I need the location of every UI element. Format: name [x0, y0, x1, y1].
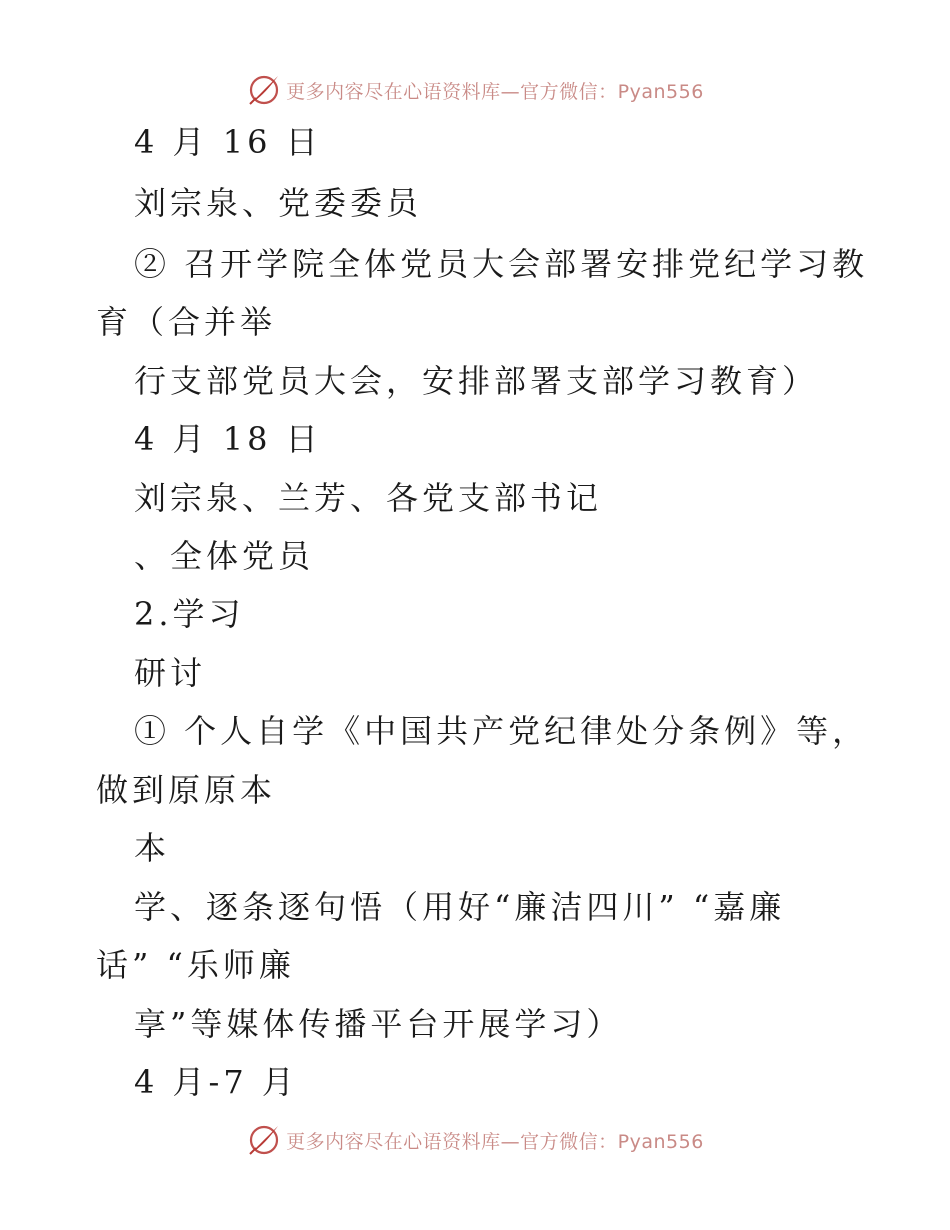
footer-watermark: [0, 1120, 950, 1160]
text-line: 本: [134, 829, 171, 867]
watermark-text: 更多内容尽在心语资料库—官方微信：Pyan556: [286, 80, 704, 103]
text-line: 学、逐条逐句悟（用好“廉洁四川” “嘉廉: [134, 888, 786, 926]
text-line: 4 月 18 日: [134, 420, 322, 458]
text-line: ② 召开学院全体党员大会部署安排党纪学习教: [134, 245, 869, 283]
text-line: 、全体党员: [134, 537, 315, 575]
text-line: 刘宗泉、兰芳、各党支部书记: [134, 479, 603, 517]
text-line: 话” “乐师廉: [96, 946, 295, 984]
text-line: 研讨: [134, 654, 207, 692]
text-line: 4 月 16 日: [134, 123, 322, 161]
text-line: 育（合并举: [96, 303, 277, 341]
text-line: 4 月-7 月: [134, 1063, 298, 1101]
text-line: 行支部党员大会，安排部署支部学习教育）: [134, 362, 819, 400]
watermark-text: 更多内容尽在心语资料库—官方微信：Pyan556: [286, 1130, 704, 1153]
feather-pen-logo-icon: [246, 1122, 282, 1158]
header-watermark: [0, 70, 950, 110]
text-line: ① 个人自学《中国共产党纪律处分条例》等，: [134, 712, 869, 750]
text-line: 做到原原本: [96, 771, 277, 809]
text-line: 刘宗泉、党委委员: [134, 184, 423, 222]
text-line: 享”等媒体传播平台开展学习）: [134, 1005, 623, 1043]
text-line: 2.学习: [134, 595, 245, 633]
feather-pen-logo-icon: [246, 72, 282, 108]
